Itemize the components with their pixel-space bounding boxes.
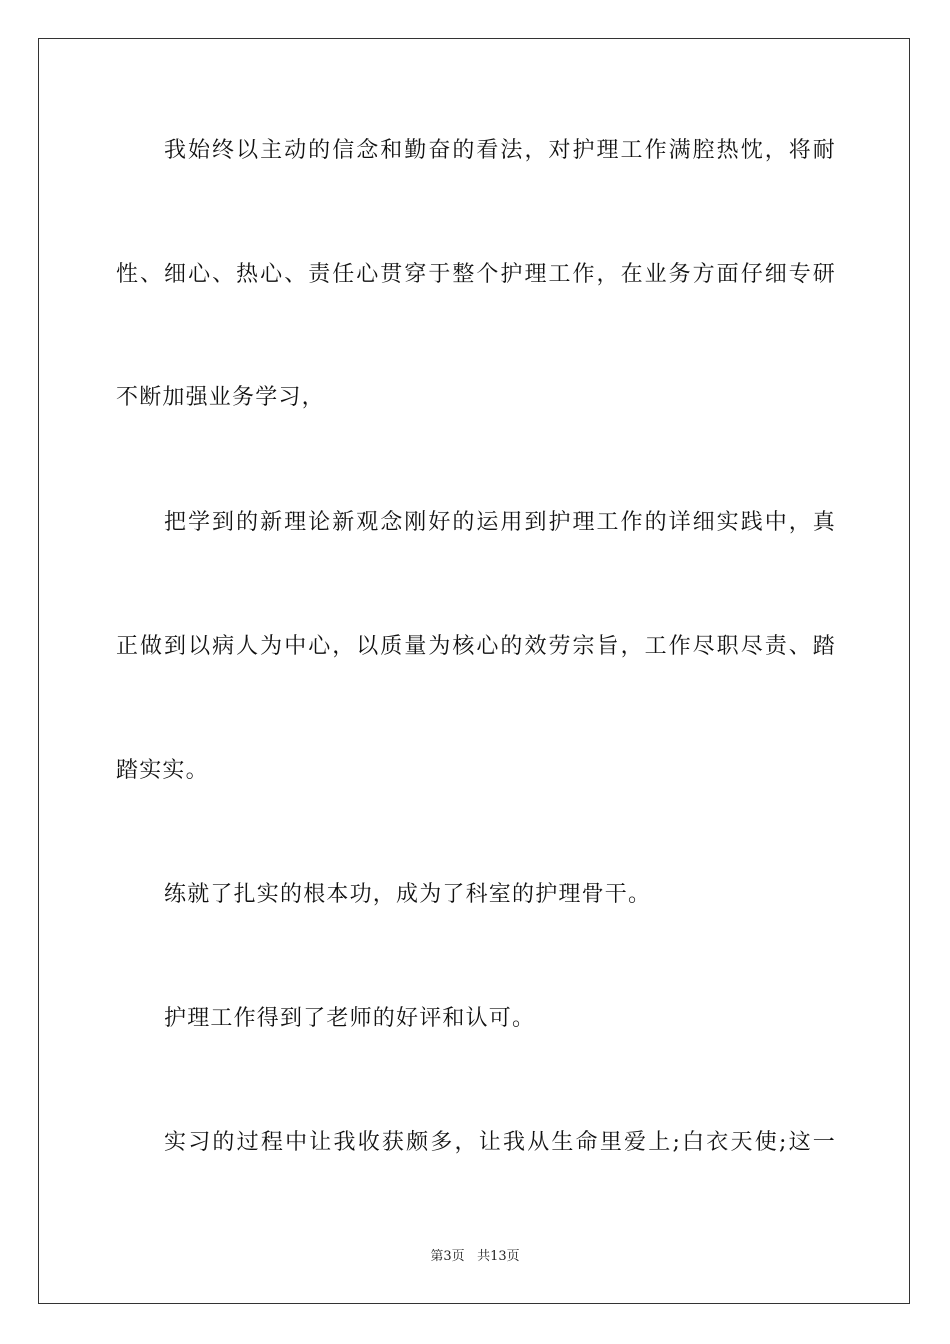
paragraph-line-4: 把学到的新理论新观念刚好的运用到护理工作的详细实践中，真 [164, 510, 836, 535]
paragraph-line-1: 我始终以主动的信念和勤奋的看法，对护理工作满腔热忱，将耐 [164, 138, 836, 163]
page-total: 共13页 [477, 1249, 520, 1264]
paragraph-line-5: 正做到以病人为中心，以质量为核心的效劳宗旨，工作尽职尽责、踏 [116, 634, 836, 659]
paragraph-line-9: 实习的过程中让我收获颇多，让我从生命里爱上;白衣天使;这一 [164, 1130, 836, 1155]
page-footer [0, 1248, 950, 1266]
paragraph-line-8: 护理工作得到了老师的好评和认可。 [164, 1006, 536, 1031]
paragraph-line-6: 踏实实。 [116, 758, 209, 783]
footer-gap [465, 1249, 477, 1264]
paragraph-line-2: 性、细心、热心、责任心贯穿于整个护理工作，在业务方面仔细专研 [116, 262, 836, 287]
paragraph-line-7: 练就了扎实的根本功，成为了科室的护理骨干。 [164, 882, 652, 907]
page-number: 第3页 [430, 1249, 465, 1264]
paragraph-line-3: 不断加强业务学习， [116, 385, 325, 410]
page-border [38, 38, 910, 1304]
